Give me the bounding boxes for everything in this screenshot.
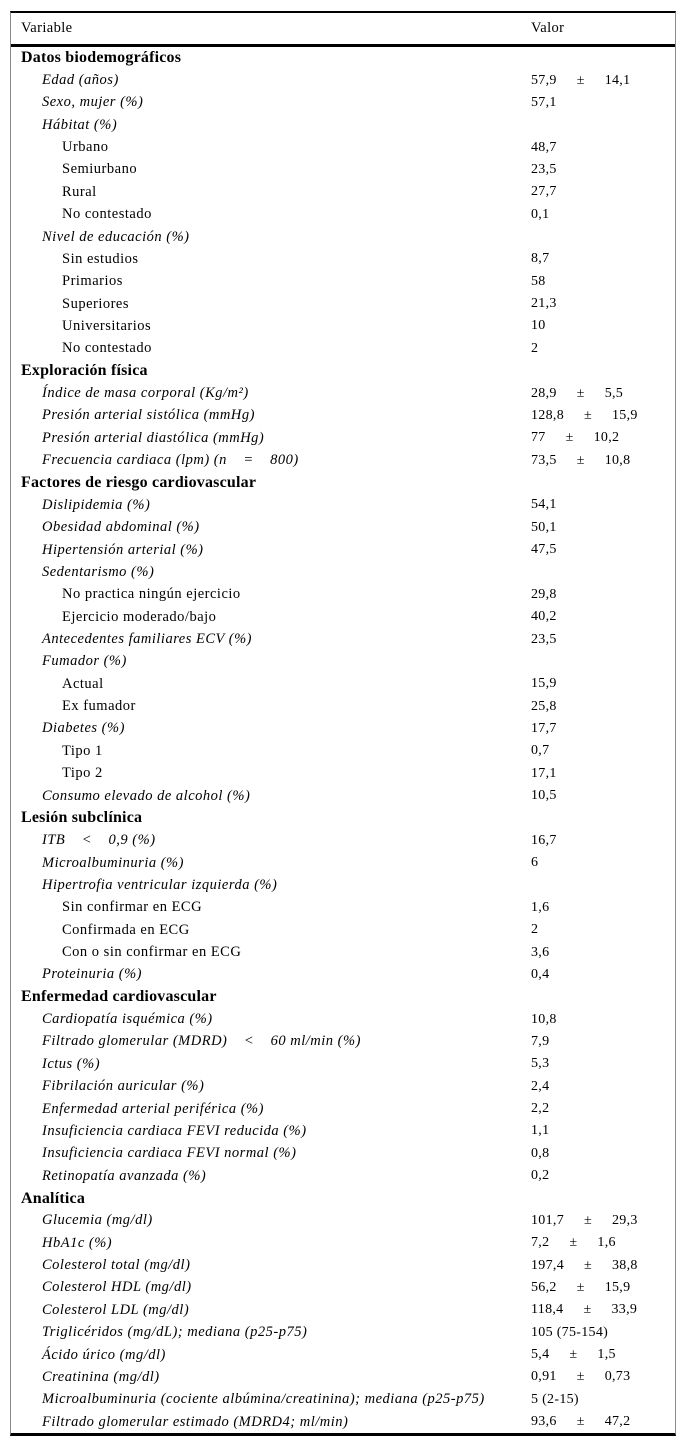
table-row	[11, 897, 675, 919]
value-main: 47,5	[531, 542, 557, 558]
row-label: Urbano	[62, 139, 109, 156]
table-row	[11, 92, 675, 114]
plus-minus-sign: ±	[583, 1302, 592, 1318]
value-main: 2,4	[531, 1078, 550, 1094]
row-label: Ex fumador	[62, 698, 136, 715]
value-main: 17,1	[531, 765, 557, 781]
row-label: Tipo 2	[62, 765, 103, 782]
table-row	[11, 852, 675, 874]
table-row	[11, 807, 675, 829]
row-value	[531, 159, 557, 181]
table-row	[11, 1411, 675, 1433]
row-value	[531, 1232, 616, 1254]
table-row	[11, 830, 675, 852]
table-row	[11, 405, 675, 427]
table-body	[11, 47, 675, 1433]
table-row	[11, 1031, 675, 1053]
value-main: 40,2	[531, 609, 557, 625]
value-main: 10,8	[531, 1011, 557, 1027]
value-main: 1,1	[531, 1123, 550, 1139]
table-row	[11, 964, 675, 986]
row-value	[531, 293, 557, 315]
row-value	[531, 1411, 630, 1433]
table-row	[11, 941, 675, 963]
row-label: Universitarios	[62, 317, 152, 334]
table-row	[11, 986, 675, 1008]
value-main: 0,7	[531, 743, 550, 759]
value-main: 73,5	[531, 452, 557, 468]
row-label: Ictus (%)	[42, 1055, 101, 1072]
row-label: Proteinuria (%)	[42, 966, 142, 983]
row-value	[531, 897, 549, 919]
row-label: Hipertrofia ventricular izquierda (%)	[42, 876, 278, 893]
row-label: Ácido úrico (mg/dl)	[42, 1346, 166, 1363]
plus-minus-sign: ±	[565, 430, 574, 446]
table-row	[11, 449, 675, 471]
row-value	[531, 1277, 630, 1299]
plus-minus-sign: ±	[584, 1212, 592, 1228]
value-main: 28,9	[531, 385, 557, 401]
value-main: 118,4	[531, 1302, 564, 1318]
table-row	[11, 628, 675, 650]
row-label: Sexo, mujer (%)	[42, 94, 144, 111]
row-value	[531, 181, 557, 203]
statistics-table	[10, 11, 676, 1436]
value-main: 0,2	[531, 1168, 550, 1184]
value-main: 54,1	[531, 497, 557, 513]
row-label: Factores de riesgo cardiovascular	[21, 474, 257, 491]
row-value	[531, 763, 557, 785]
table-row	[11, 248, 675, 270]
row-value	[531, 427, 619, 449]
plus-minus-sign: ±	[576, 1414, 585, 1430]
value-sd: 1,5	[597, 1347, 616, 1363]
value-main: 2	[531, 922, 539, 938]
table-row	[11, 315, 675, 337]
value-main: 29,8	[531, 586, 557, 602]
row-label: Diabetes (%)	[42, 720, 125, 737]
table-row	[11, 1299, 675, 1321]
value-main: 93,6	[531, 1414, 557, 1430]
table-row	[11, 360, 675, 382]
value-main: 128,8	[531, 407, 564, 423]
row-label: Filtrado glomerular (MDRD) < 60 ml/min (%)	[42, 1033, 361, 1050]
table-row	[11, 226, 675, 248]
row-label: Fumador (%)	[42, 653, 127, 670]
plus-minus-sign: ±	[576, 72, 585, 88]
table-row	[11, 1366, 675, 1388]
row-value	[531, 248, 549, 270]
row-value	[531, 494, 557, 516]
column-header-valor: Valor	[531, 20, 565, 36]
table-row	[11, 293, 675, 315]
row-value	[531, 1053, 549, 1075]
row-label: Semiurbano	[62, 161, 138, 178]
value-main: 8,7	[531, 251, 550, 267]
row-label: Creatinina (mg/dl)	[42, 1368, 160, 1385]
value-main: 3,6	[531, 944, 550, 960]
row-label: Microalbuminuria (%)	[42, 854, 184, 871]
value-main: 57,1	[531, 94, 557, 110]
row-value	[531, 271, 546, 293]
value-sd: 0,73	[604, 1369, 631, 1385]
row-label: Rural	[62, 183, 97, 200]
table-row	[11, 919, 675, 941]
table-header-row	[11, 13, 675, 47]
row-value	[531, 449, 630, 471]
value-sd: 10,8	[604, 452, 631, 468]
table-row	[11, 338, 675, 360]
row-label: Sin confirmar en ECG	[62, 899, 203, 916]
row-label: Insuficiencia cardiaca FEVI reducida (%)	[42, 1122, 307, 1139]
table-row	[11, 584, 675, 606]
table-row	[11, 1053, 675, 1075]
row-label: Cardiopatía isquémica (%)	[42, 1011, 213, 1028]
plus-minus-sign: ±	[576, 452, 585, 468]
row-value	[531, 1254, 638, 1276]
row-label: Presión arterial diastólica (mmHg)	[42, 429, 265, 446]
table-row	[11, 1389, 675, 1411]
table-row	[11, 159, 675, 181]
table-row	[11, 271, 675, 293]
row-label: Hipertensión arterial (%)	[42, 541, 204, 558]
row-value	[531, 69, 630, 91]
row-value	[531, 695, 557, 717]
row-value	[531, 382, 623, 404]
table-row	[11, 517, 675, 539]
table-row	[11, 763, 675, 785]
row-label: Actual	[62, 675, 104, 692]
table-row	[11, 740, 675, 762]
row-value	[531, 1366, 630, 1388]
value-main: 50,1	[531, 519, 557, 535]
table-row	[11, 1076, 675, 1098]
row-label: Filtrado glomerular estimado (MDRD4; ml/min)	[42, 1413, 349, 1430]
row-label: Exploración física	[21, 362, 148, 380]
table-row	[11, 1143, 675, 1165]
value-main: 77	[531, 430, 546, 446]
table-row	[11, 1210, 675, 1232]
plus-minus-sign: ±	[569, 1235, 578, 1251]
row-value	[531, 539, 557, 561]
plus-minus-sign: ±	[584, 407, 592, 423]
row-value	[531, 1389, 579, 1411]
table-row	[11, 673, 675, 695]
table-row	[11, 785, 675, 807]
value-main: 0,1	[531, 206, 550, 222]
column-header-variable: Variable	[21, 20, 73, 36]
row-label: Obesidad abdominal (%)	[42, 519, 200, 536]
table-row	[11, 1165, 675, 1187]
table-row	[11, 1187, 675, 1209]
row-label: Confirmada en ECG	[62, 921, 190, 938]
row-label: Microalbuminuria (cociente albúmina/creatinina); mediana (p25-p75)	[42, 1391, 485, 1408]
value-sd: 1,6	[597, 1235, 616, 1251]
value-main: 6	[531, 855, 539, 871]
value-main: 56,2	[531, 1279, 557, 1295]
value-main: 7,9	[531, 1033, 550, 1049]
value-main: 0,4	[531, 966, 550, 982]
row-value	[531, 673, 557, 695]
value-main: 23,5	[531, 161, 557, 177]
row-value	[531, 1165, 549, 1187]
row-label: Colesterol total (mg/dl)	[42, 1257, 191, 1274]
table-row	[11, 1254, 675, 1276]
row-value	[531, 852, 538, 874]
row-label: Colesterol HDL (mg/dl)	[42, 1279, 192, 1296]
row-value	[531, 92, 557, 114]
row-value	[531, 1210, 638, 1232]
plus-minus-sign: ±	[576, 1369, 585, 1385]
value-sd: 38,8	[611, 1257, 638, 1273]
row-label: Antecedentes familiares ECV (%)	[42, 631, 252, 648]
table-row	[11, 114, 675, 136]
table-row	[11, 472, 675, 494]
value-main: 21,3	[531, 296, 557, 312]
table-row	[11, 874, 675, 896]
row-label: Insuficiencia cardiaca FEVI normal (%)	[42, 1145, 297, 1162]
row-value	[531, 315, 546, 337]
table-row	[11, 695, 675, 717]
row-value	[531, 740, 549, 762]
row-value	[531, 338, 538, 360]
table-row	[11, 204, 675, 226]
row-value	[531, 136, 557, 158]
plus-minus-sign: ±	[569, 1347, 578, 1363]
table-row	[11, 1008, 675, 1030]
table-row	[11, 561, 675, 583]
row-value	[531, 517, 557, 539]
table-row	[11, 494, 675, 516]
value-main: 1,6	[531, 899, 550, 915]
row-label: Retinopatía avanzada (%)	[42, 1167, 207, 1184]
table-row	[11, 382, 675, 404]
row-label: Consumo elevado de alcohol (%)	[42, 787, 251, 804]
row-value	[531, 1098, 549, 1120]
table-row	[11, 69, 675, 91]
value-main: 48,7	[531, 139, 557, 155]
row-label: Presión arterial sistólica (mmHg)	[42, 407, 255, 424]
row-value	[531, 1321, 608, 1343]
value-main: 10,5	[531, 788, 557, 804]
row-label: No practica ningún ejercicio	[62, 586, 241, 603]
table-row	[11, 539, 675, 561]
row-label: Datos biodemográficos	[21, 49, 182, 67]
row-value	[531, 405, 638, 427]
row-label: Tipo 1	[62, 742, 103, 759]
row-value	[531, 628, 557, 650]
row-label: Glucemia (mg/dl)	[42, 1212, 153, 1229]
plus-minus-sign: ±	[584, 1257, 592, 1273]
value-sd: 29,3	[611, 1212, 638, 1228]
table-row	[11, 427, 675, 449]
row-label: Índice de masa corporal (Kg/m²)	[42, 385, 249, 402]
table-row	[11, 1321, 675, 1343]
value-main: 2	[531, 340, 539, 356]
value-main: 58	[531, 273, 546, 289]
row-label: Sedentarismo (%)	[42, 563, 155, 580]
row-value	[531, 919, 538, 941]
table-row	[11, 1232, 675, 1254]
row-label: Con o sin confirmar en ECG	[62, 944, 242, 961]
row-label: Nivel de educación (%)	[42, 228, 190, 245]
row-value	[531, 1143, 549, 1165]
table-row	[11, 1098, 675, 1120]
row-label: Sin estudios	[62, 250, 139, 267]
row-value	[531, 941, 549, 963]
value-main: 5,3	[531, 1056, 550, 1072]
row-value	[531, 606, 557, 628]
row-value	[531, 204, 549, 226]
value-main: 17,7	[531, 720, 557, 736]
row-label: Enfermedad arterial periférica (%)	[42, 1100, 264, 1117]
row-label: Enfermedad cardiovascular	[21, 988, 217, 1006]
value-main: 105 (75-154)	[531, 1324, 609, 1340]
row-label: ITB < 0,9 (%)	[42, 832, 156, 849]
row-label: Analítica	[21, 1189, 86, 1207]
row-label: Lesión subclínica	[21, 809, 143, 827]
table-row	[11, 181, 675, 203]
value-main: 15,9	[531, 676, 557, 692]
value-main: 0,8	[531, 1145, 550, 1161]
row-label: Fibrilación auricular (%)	[42, 1078, 205, 1095]
row-value	[531, 785, 557, 807]
row-label: Edad (años)	[42, 72, 119, 89]
row-value	[531, 1031, 549, 1053]
row-value	[531, 718, 557, 740]
row-label: Hábitat (%)	[42, 116, 118, 133]
row-value	[531, 584, 557, 606]
value-main: 23,5	[531, 631, 557, 647]
value-main: 57,9	[531, 72, 557, 88]
row-value	[531, 830, 557, 852]
value-sd: 15,9	[611, 407, 638, 423]
table-row	[11, 718, 675, 740]
row-label: Primarios	[62, 273, 123, 290]
row-value	[531, 1344, 616, 1366]
row-label: Dislipidemia (%)	[42, 496, 151, 513]
value-main: 2,2	[531, 1101, 550, 1117]
row-label: Frecuencia cardiaca (lpm) (n = 800)	[42, 452, 299, 469]
row-label: Triglicéridos (mg/dL); mediana (p25-p75)	[42, 1324, 308, 1341]
value-sd: 10,2	[593, 430, 620, 446]
row-label: HbA1c (%)	[42, 1234, 113, 1251]
row-label: Colesterol LDL (mg/dl)	[42, 1301, 190, 1318]
row-label: Superiores	[62, 295, 130, 312]
plus-minus-sign: ±	[576, 1279, 585, 1295]
row-value	[531, 1076, 549, 1098]
value-main: 27,7	[531, 184, 557, 200]
table-row	[11, 1120, 675, 1142]
row-label: Ejercicio moderado/bajo	[62, 608, 217, 625]
value-main: 7,2	[531, 1235, 550, 1251]
value-main: 10	[531, 318, 546, 334]
value-sd: 47,2	[604, 1414, 631, 1430]
value-sd: 14,1	[604, 72, 631, 88]
row-value	[531, 1008, 557, 1030]
row-value	[531, 964, 549, 986]
value-main: 197,4	[531, 1257, 564, 1273]
table-row	[11, 651, 675, 673]
value-sd: 15,9	[604, 1279, 631, 1295]
table-row	[11, 47, 675, 69]
value-main: 5,4	[531, 1347, 550, 1363]
value-main: 25,8	[531, 698, 557, 714]
table-row	[11, 1344, 675, 1366]
table-row	[11, 136, 675, 158]
table-row	[11, 606, 675, 628]
value-main: 16,7	[531, 832, 557, 848]
row-label: No contestado	[62, 340, 152, 357]
row-value	[531, 1120, 549, 1142]
value-sd: 5,5	[604, 385, 624, 401]
value-main: 101,7	[531, 1212, 564, 1228]
value-sd: 33,9	[611, 1302, 638, 1318]
value-main: 5 (2-15)	[531, 1391, 579, 1407]
row-value	[531, 1299, 637, 1321]
row-label: No contestado	[62, 206, 152, 223]
value-main: 0,91	[531, 1369, 557, 1385]
plus-minus-sign: ±	[576, 385, 585, 401]
table-row	[11, 1277, 675, 1299]
